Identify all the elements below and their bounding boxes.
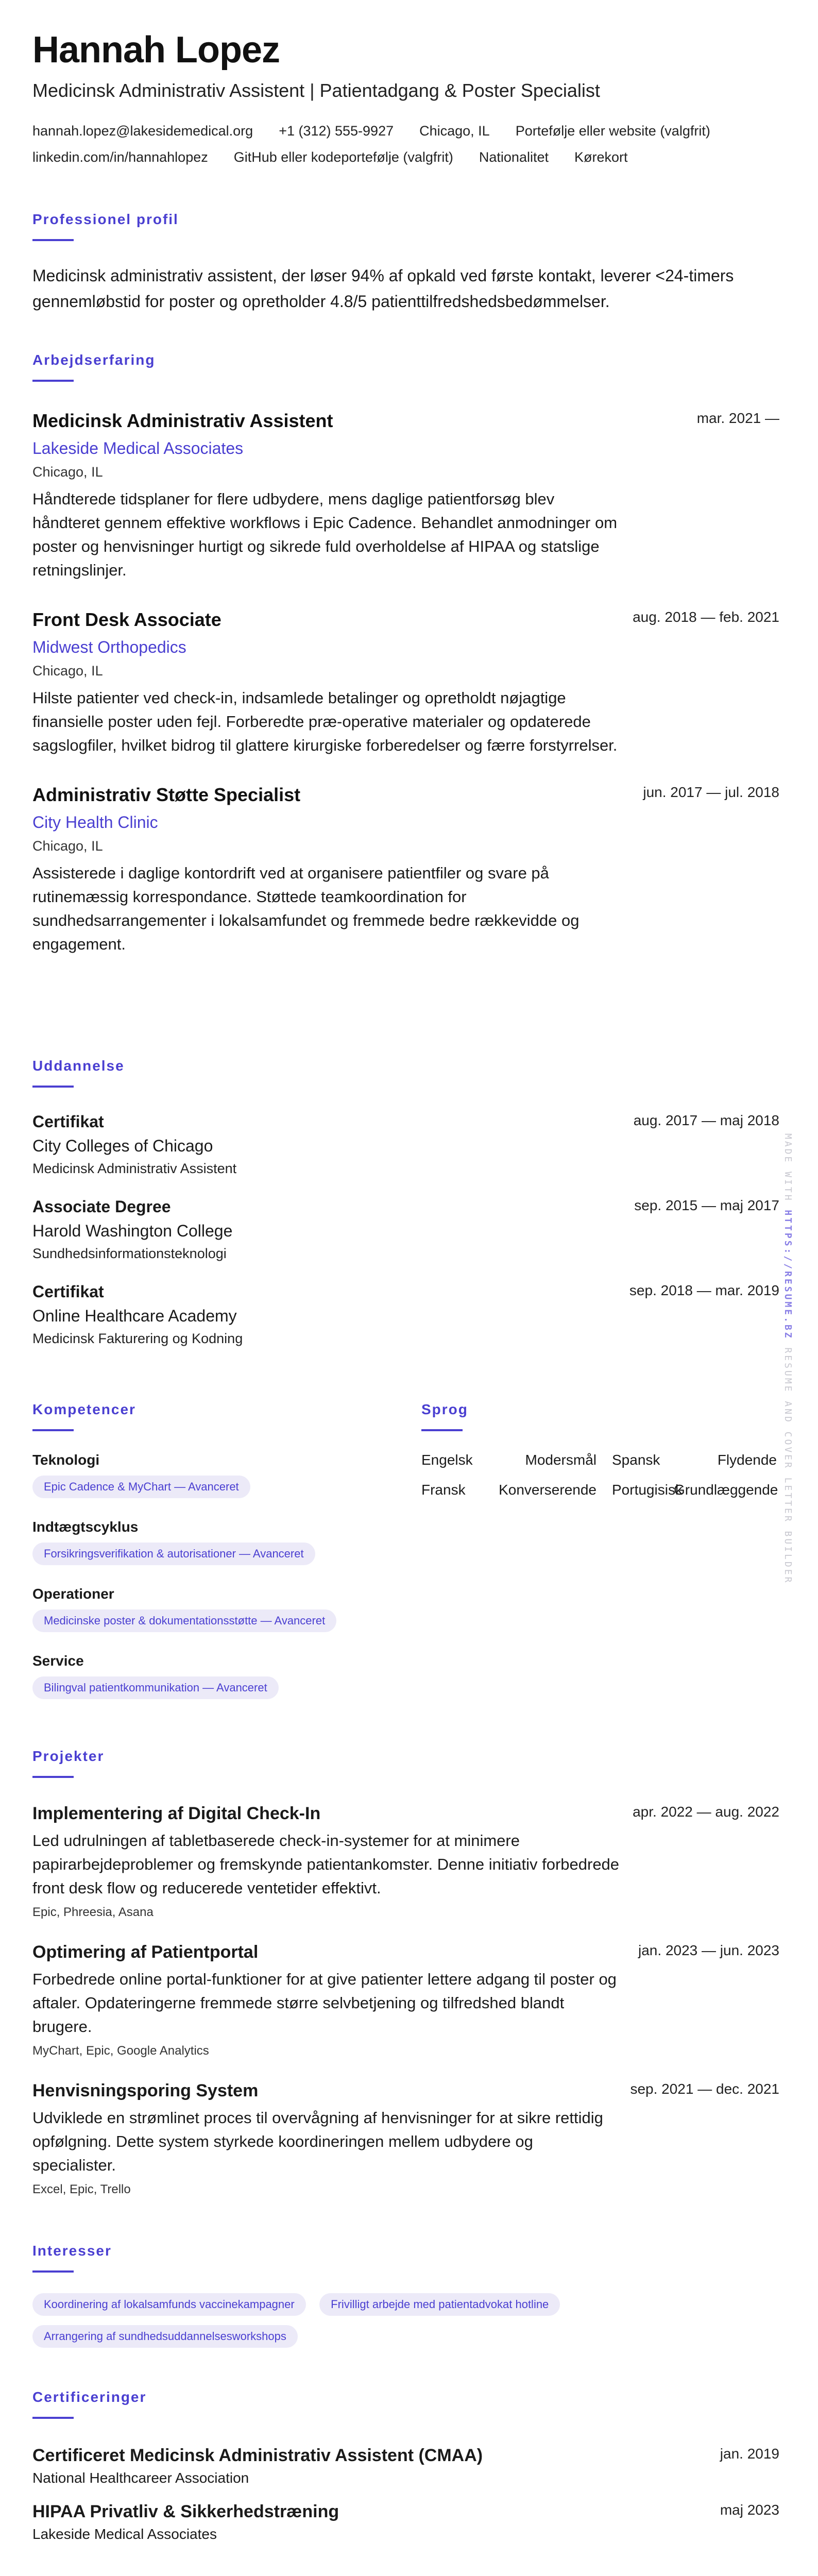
section-divider [32,2417,74,2419]
skill-category: Service [32,1653,84,1669]
education-entry [32,1112,779,1177]
contact-website[interactable]: Portefølje eller website (valgfrit) [515,123,710,139]
project-entry [32,1942,779,2058]
language-row [421,1452,777,1468]
education-section [32,1058,779,1347]
language-level: Flydende [717,1452,777,1468]
edu-school: Online Healthcare Academy [32,1307,237,1325]
skills-section [32,1401,393,1699]
edu-date: sep. 2015 — maj 2017 [634,1197,779,1213]
builder-watermark [782,1133,793,1585]
cert-name: HIPAA Privatliv & Sikkerhedstræning [32,2502,339,2521]
job-date: jun. 2017 — jul. 2018 [643,784,779,800]
experience-entry [32,609,779,757]
contact-nationality: Nationalitet [479,149,549,165]
skill-pill: Epic Cadence & MyChart — Avanceret [32,1476,250,1498]
job-location: Chicago, IL [32,838,103,854]
edu-field: Medicinsk Administrativ Assistent [32,1161,237,1176]
contact-list [32,123,764,165]
section-divider [32,1776,74,1778]
contact-location: Chicago, IL [419,123,490,139]
cert-date: maj 2023 [720,2502,779,2518]
experience-section [32,352,779,956]
language-level: Modersmål [525,1452,597,1468]
section-title: Interesser [32,2243,112,2259]
resume-page [32,0,779,2542]
candidate-name: Hannah Lopez [32,29,280,71]
skill-category: Indtægtscyklus [32,1519,139,1535]
section-title: Sprog [421,1401,468,1417]
edu-degree: Associate Degree [32,1197,171,1216]
interest-pill: Arrangering af sundhedsuddannelsesworkshops [32,2325,298,2348]
edu-school: City Colleges of Chicago [32,1137,213,1155]
language-row [421,1482,777,1498]
contact-email[interactable]: hannah.lopez@lakesidemedical.org [32,123,253,139]
skill-pill: Forsikringsverifikation & autorisationer — Avanceret [32,1543,315,1565]
cert-name: Certificeret Medicinsk Administrativ Assistent (CMAA) [32,2446,483,2465]
profile-section [32,211,779,314]
languages-section [421,1401,782,1498]
project-description: Udviklede en strømlinet proces til overvågning af henvisninger for at sikre rettidig opfølgning. Dette system styrkede koordineringen mellem udbydere og specialister. [32,2109,603,2174]
watermark-suffix: RESUME AND COVER LETTER BUILDER [782,1347,793,1585]
experience-entry [32,784,779,956]
watermark-prefix: MADE WITH [782,1133,793,1202]
section-title: Projekter [32,1748,105,1764]
interests-section [32,2243,779,2357]
job-title: Medicinsk Administrativ Assistent [32,410,333,431]
job-description: Hilste patienter ved check-in, indsamlede betalinger og opretholdt nøjagtige finansielle poster uden fejl. Forberedte præ-operative materialer og opdaterede sagslogfiler, hvilket bidrog til glattere kirurgiske forberedelser og færre forstyrrelser. [32,689,618,754]
project-description: Forbedrede online portal-funktioner for at give patienter lettere adgang til poster og aftaler. Opdateringerne fremmede større selvbetjening og tilfredshed blandt brugere. [32,1970,617,2036]
experience-entry [32,410,779,582]
edu-date: sep. 2018 — mar. 2019 [629,1282,779,1298]
projects-section [32,1748,779,2197]
project-date: jan. 2023 — jun. 2023 [638,1942,779,1958]
language-level: Grundlæggende [674,1482,778,1498]
project-description: Led udrulningen af tabletbaserede check-in-systemer for at minimere papirarbejdeproblemer og fremskynde patientankomster. Denne initiativ forbedrede front desk flow og reducerede ventetider effektivt. [32,1832,620,1897]
interest-pill: Koordinering af lokalsamfunds vaccinekampagner [32,2293,306,2316]
project-tech: Epic, Phreesia, Asana [32,1905,154,1919]
skill-category: Operationer [32,1586,114,1602]
certification-entry [32,2502,779,2543]
job-company: Lakeside Medical Associates [32,439,244,457]
contact-linkedin[interactable]: linkedin.com/in/hannahlopez [32,149,208,165]
job-company: Midwest Orthopedics [32,638,186,656]
section-title: Certificeringer [32,2389,147,2405]
interest-list [32,2293,702,2357]
education-entry [32,1197,779,1262]
profile-summary: Medicinsk administrativ assistent, der løser 94% af opkald ved første kontakt, leverer <24-timers gennemløbstid for poster og opretholder 4.8/5 patienttilfredshedsbedømmelser. [32,266,734,311]
interest-pill: Frivilligt arbejde med patientadvokat hotline [319,2293,560,2316]
section-title: Uddannelse [32,1058,125,1074]
section-title: Arbejdserfaring [32,352,156,368]
cert-issuer: Lakeside Medical Associates [32,2526,217,2542]
project-entry [32,1804,779,1920]
project-name: Optimering af Patientportal [32,1942,259,1962]
project-name: Henvisningsporing System [32,2081,259,2100]
certifications-section [32,2389,779,2543]
language-level: Konverserende [499,1482,597,1498]
section-title: Kompetencer [32,1401,136,1417]
candidate-headline: Medicinsk Administrativ Assistent | Patientadgang & Poster Specialist [32,80,600,101]
job-location: Chicago, IL [32,663,103,679]
section-divider [32,239,74,241]
section-divider [32,1429,74,1431]
job-description: Assisterede i daglige kontordrift ved at organisere patientfiler og svare på rutinemæssig korrespondance. Støttede teamkoordination for sundhedsarrangementer i lokalsamfundet og fremmede bedre rækkevidde og engagement. [32,864,580,953]
language-name: Portugisisk [612,1482,683,1498]
skill-category: Teknologi [32,1452,100,1468]
certification-entry [32,2446,779,2486]
cert-date: jan. 2019 [720,2446,779,2462]
job-date: aug. 2018 — feb. 2021 [633,609,779,625]
project-entry [32,2081,779,2197]
contact-license: Kørekort [574,149,628,165]
edu-degree: Certifikat [32,1282,104,1301]
job-title: Administrativ Støtte Specialist [32,784,301,805]
skill-pill: Bilingval patientkommunikation — Avanceret [32,1676,279,1699]
project-tech: MyChart, Epic, Google Analytics [32,2044,209,2058]
job-company: City Health Clinic [32,813,158,832]
project-date: sep. 2021 — dec. 2021 [630,2081,779,2097]
project-name: Implementering af Digital Check-In [32,1804,321,1823]
skill-pill: Medicinske poster & dokumentationsstøtte — Avanceret [32,1609,336,1632]
section-divider [421,1429,463,1431]
edu-degree: Certifikat [32,1112,104,1131]
section-divider [32,2270,74,2273]
edu-date: aug. 2017 — maj 2018 [633,1112,779,1128]
watermark-link[interactable]: HTTPS://RESUME.BZ [782,1210,793,1340]
job-location: Chicago, IL [32,464,103,480]
section-divider [32,380,74,382]
job-date: mar. 2021 — [696,410,779,426]
section-title: Professionel profil [32,211,179,227]
language-name: Engelsk [421,1452,473,1468]
project-tech: Excel, Epic, Trello [32,2182,131,2196]
edu-field: Medicinsk Fakturering og Kodning [32,1331,243,1346]
edu-field: Sundhedsinformationsteknologi [32,1246,227,1261]
contact-github[interactable]: GitHub eller kodeportefølje (valgfrit) [233,149,453,165]
job-title: Front Desk Associate [32,609,221,630]
education-entry [32,1282,779,1347]
language-name: Fransk [421,1482,466,1498]
contact-phone[interactable]: +1 (312) 555-9927 [279,123,394,139]
language-name: Spansk [612,1452,660,1468]
job-description: Håndterede tidsplaner for flere udbydere, mens daglige patientforsøg blev håndteret gennem effektive workflows i Epic Cadence. Behandlet anmodninger om poster og henvisninger hurtigt og sikrede fuld overholdelse af HIPAA og statslige retningslinjer. [32,490,618,579]
edu-school: Harold Washington College [32,1222,233,1240]
cert-issuer: National Healthcareer Association [32,2470,249,2486]
project-date: apr. 2022 — aug. 2022 [633,1804,779,1820]
section-divider [32,1086,74,1088]
